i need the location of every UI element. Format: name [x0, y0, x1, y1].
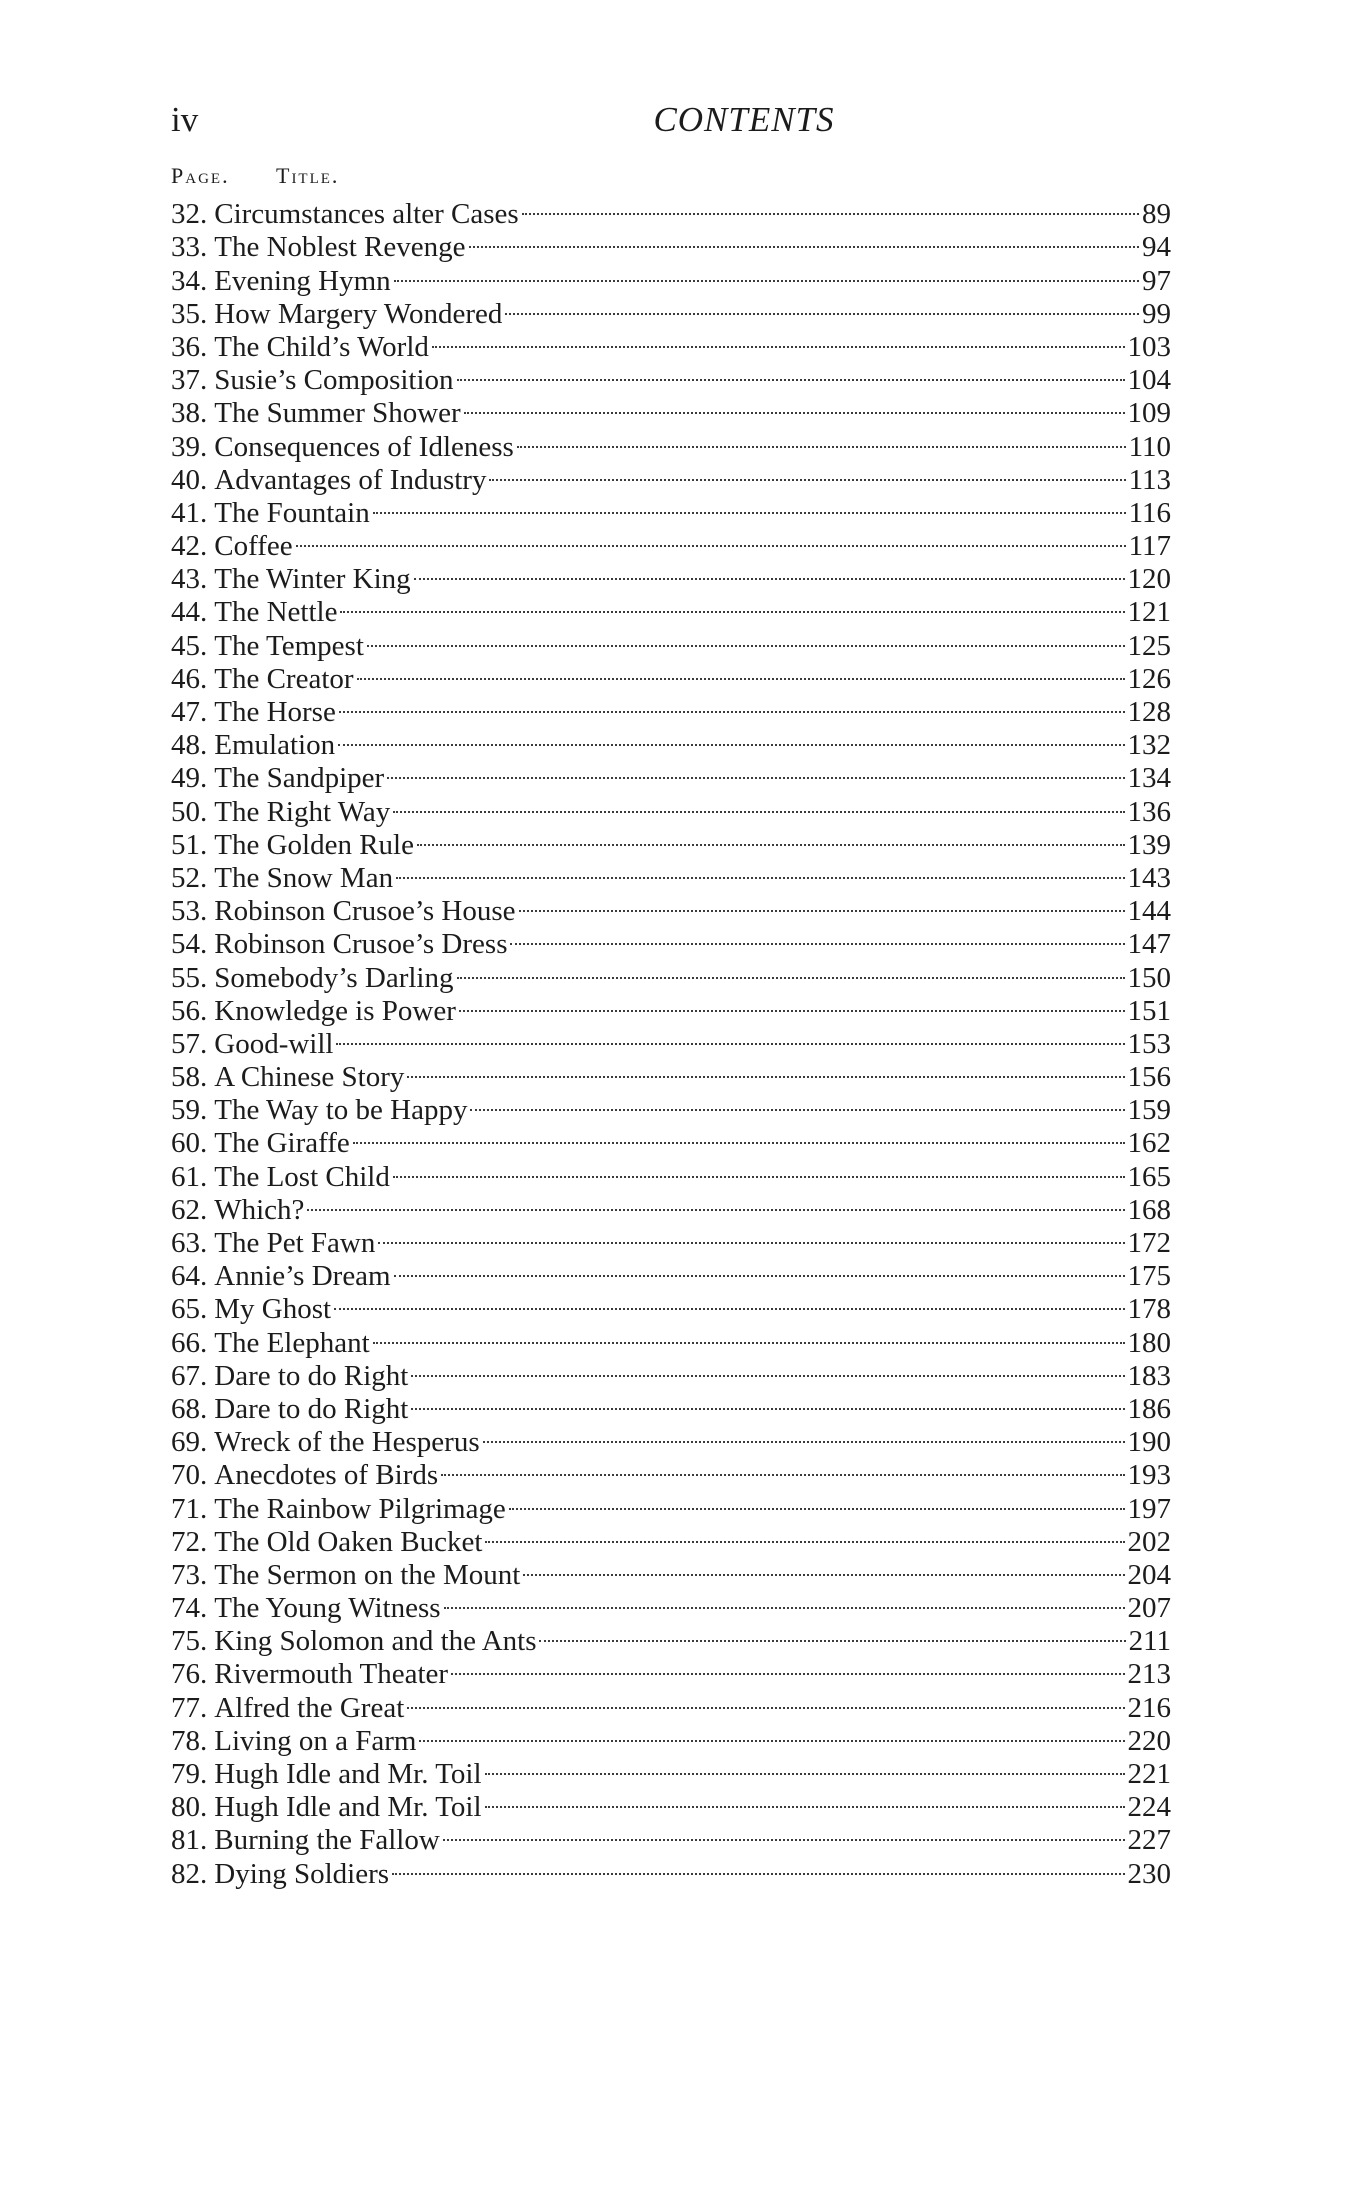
toc-entry-number: 58. — [171, 1061, 208, 1094]
toc-entry-page: 180 — [1127, 1326, 1171, 1359]
toc-entry-title: Emulation — [214, 729, 336, 762]
toc-entry-page: 153 — [1127, 1027, 1171, 1060]
toc-entry — [171, 422, 1171, 463]
dot-leader — [483, 1418, 1125, 1451]
toc-entry-page: 175 — [1127, 1260, 1171, 1293]
toc-entry — [171, 1152, 1171, 1193]
toc-entry-number: 69. — [171, 1426, 208, 1459]
toc-entry-title: Circumstances alter Cases — [214, 198, 519, 231]
toc-entry-page: 227 — [1127, 1824, 1171, 1857]
toc-entry-page: 139 — [1127, 828, 1171, 861]
toc-entry — [171, 588, 1171, 629]
dot-leader — [378, 1219, 1124, 1252]
toc-entry-number: 52. — [171, 861, 208, 894]
toc-entry — [171, 223, 1171, 264]
toc-entry-page: 147 — [1127, 928, 1171, 961]
toc-entry-page: 120 — [1127, 563, 1171, 596]
toc-entry-title: Annie’s Dream — [214, 1260, 391, 1293]
dot-leader — [417, 821, 1125, 854]
toc-entry-page: 113 — [1128, 463, 1171, 496]
toc-entry-page: 207 — [1127, 1592, 1171, 1625]
toc-entry — [171, 754, 1171, 795]
toc-entry — [171, 1783, 1171, 1824]
toc-entry-title: Burning the Fallow — [214, 1824, 440, 1857]
toc-entry — [171, 821, 1171, 861]
toc-entry-number: 75. — [171, 1625, 208, 1658]
toc-entry-number: 53. — [171, 895, 208, 928]
toc-entry — [171, 1385, 1171, 1425]
toc-entry — [171, 1318, 1171, 1359]
toc-entry-title: Robinson Crusoe’s House — [214, 895, 516, 928]
toc-entry-number: 77. — [171, 1691, 208, 1724]
toc-entry-number: 57. — [171, 1027, 208, 1060]
toc-entry — [171, 1849, 1171, 1890]
dot-leader — [393, 787, 1124, 820]
toc-entry-title: The Tempest — [214, 629, 364, 662]
toc-entry-title: The Golden Rule — [214, 828, 414, 861]
toc-entry-title: Robinson Crusoe’s Dress — [214, 928, 508, 961]
toc-entry-page: 159 — [1127, 1094, 1171, 1127]
dot-leader — [411, 1352, 1124, 1385]
dot-leader — [444, 1584, 1125, 1617]
toc-entry — [171, 389, 1171, 430]
toc-entry-number: 66. — [171, 1326, 208, 1359]
toc-entry-number: 44. — [171, 596, 208, 629]
toc-entry-page: 143 — [1127, 861, 1171, 894]
toc-entry — [171, 1816, 1171, 1857]
toc-entry — [171, 1352, 1171, 1392]
toc-entry-page: 110 — [1128, 430, 1171, 463]
toc-entry-number: 74. — [171, 1592, 208, 1625]
toc-entry-title: Rivermouth Theater — [214, 1658, 449, 1691]
toc-entry-page: 126 — [1127, 662, 1171, 695]
toc-entry-title: The Creator — [214, 662, 354, 695]
toc-entry-page: 151 — [1127, 994, 1171, 1027]
toc-entry-number: 33. — [171, 231, 208, 264]
toc-entry-page: 121 — [1127, 596, 1171, 629]
toc-entry-number: 43. — [171, 563, 208, 596]
title-column-header: Title. — [276, 163, 340, 188]
dot-leader — [441, 1451, 1124, 1484]
toc-entry-page: 220 — [1127, 1724, 1171, 1757]
dot-leader — [451, 1650, 1124, 1683]
dot-leader — [443, 1816, 1125, 1849]
toc-entry-number: 62. — [171, 1193, 208, 1226]
toc-entry — [171, 1020, 1171, 1060]
toc-entry — [171, 489, 1171, 529]
toc-entry — [171, 256, 1171, 297]
toc-entry-title: The Right Way — [214, 795, 391, 828]
toc-entry-page: 168 — [1127, 1193, 1171, 1226]
dot-leader — [469, 223, 1139, 256]
toc-entry-title: Knowledge is Power — [214, 994, 456, 1027]
toc-entry-page: 156 — [1127, 1061, 1171, 1094]
toc-entry — [171, 1418, 1171, 1459]
toc-entry — [171, 323, 1171, 363]
toc-entry-title: The Rainbow Pilgrimage — [214, 1492, 506, 1525]
toc-entry — [171, 1650, 1171, 1691]
toc-entry-title: The Way to be Happy — [214, 1094, 468, 1127]
toc-entry-page: 190 — [1127, 1426, 1171, 1459]
toc-entry — [171, 555, 1171, 596]
toc-entry-number: 82. — [171, 1857, 208, 1890]
toc-entry — [171, 1219, 1171, 1259]
toc-entry-page: 211 — [1128, 1625, 1171, 1658]
dot-leader — [394, 256, 1139, 289]
toc-entry-title: The Summer Shower — [214, 397, 461, 430]
toc-entry-title: The Elephant — [214, 1326, 370, 1359]
dot-leader — [340, 588, 1124, 621]
toc-entry-page: 99 — [1142, 297, 1171, 330]
toc-entry-number: 76. — [171, 1658, 208, 1691]
dot-leader — [457, 356, 1125, 389]
dot-leader — [485, 1783, 1125, 1816]
toc-entry-title: The Winter King — [214, 563, 411, 596]
toc-entry — [171, 1518, 1171, 1558]
toc-entry — [171, 1750, 1171, 1790]
toc-entry-number: 64. — [171, 1260, 208, 1293]
toc-entry-page: 221 — [1127, 1758, 1171, 1790]
column-headers — [171, 160, 1171, 192]
toc-entry-number: 56. — [171, 994, 208, 1027]
dot-leader — [373, 489, 1126, 522]
dot-leader — [373, 1318, 1125, 1351]
toc-entry-number: 73. — [171, 1558, 208, 1591]
dot-leader — [334, 1285, 1124, 1318]
dot-leader — [539, 1617, 1125, 1650]
toc-entry-number: 78. — [171, 1724, 208, 1757]
toc-entry — [171, 621, 1171, 662]
toc-entry — [171, 688, 1171, 728]
toc-entry-title: The Noblest Revenge — [214, 231, 466, 264]
toc-entry-number: 51. — [171, 828, 208, 861]
page-column-header: Page. — [171, 163, 230, 188]
toc-entry-page: 162 — [1127, 1127, 1171, 1160]
toc-entry-number: 36. — [171, 330, 208, 363]
dot-leader — [353, 1119, 1125, 1152]
toc-entry-number: 72. — [171, 1525, 208, 1558]
toc-entry-title: Good-will — [214, 1027, 334, 1060]
toc-entry — [171, 456, 1171, 496]
page-number: iv — [171, 100, 199, 139]
toc-entry-number: 67. — [171, 1359, 208, 1392]
running-head — [171, 96, 1171, 144]
toc-entry-number: 79. — [171, 1758, 208, 1790]
toc-entry-title: Anecdotes of Birds — [214, 1459, 439, 1492]
page-title: CONTENTS — [653, 100, 835, 139]
toc-entry-page: 230 — [1127, 1857, 1171, 1890]
toc-entry — [171, 920, 1171, 961]
toc-entry-number: 60. — [171, 1127, 208, 1160]
toc-entry-number: 71. — [171, 1492, 208, 1525]
dot-leader — [387, 754, 1124, 787]
toc-entry — [171, 1186, 1171, 1226]
toc-entry — [171, 655, 1171, 695]
toc-entry-number: 47. — [171, 696, 208, 728]
toc-entry-title: Alfred the Great — [214, 1691, 405, 1724]
toc-entry — [171, 1717, 1171, 1757]
toc-entry-page: 224 — [1127, 1791, 1171, 1824]
toc-entry-number: 41. — [171, 496, 208, 529]
toc-entry-page: 117 — [1128, 530, 1171, 563]
toc-entry-title: The Snow Man — [214, 861, 394, 894]
toc-entry-page: 144 — [1127, 895, 1171, 928]
toc-entry-title: The Young Witness — [214, 1592, 441, 1625]
toc-entry-title: The Horse — [214, 696, 336, 728]
toc-entry — [171, 953, 1171, 994]
toc-entry-page: 125 — [1127, 629, 1171, 662]
dot-leader — [307, 1186, 1124, 1219]
toc-entry-title: Somebody’s Darling — [214, 961, 454, 994]
toc-entry-title: Dare to do Right — [214, 1359, 409, 1392]
toc-entry-title: Dare to do Right — [214, 1392, 409, 1425]
toc-entry-title: Dying Soldiers — [214, 1857, 390, 1890]
toc-entry-number: 54. — [171, 928, 208, 961]
toc-entry-number: 37. — [171, 364, 208, 397]
dot-leader — [411, 1385, 1124, 1418]
toc-entry-title: Evening Hymn — [214, 264, 391, 297]
dot-leader — [414, 555, 1125, 588]
toc-entry-page: 197 — [1127, 1492, 1171, 1525]
dot-leader — [338, 721, 1124, 754]
toc-entry-number: 61. — [171, 1160, 208, 1193]
toc-entry-title: Coffee — [214, 530, 293, 563]
toc-entry-page: 109 — [1127, 397, 1171, 430]
toc-entry-title: The Sermon on the Mount — [214, 1558, 521, 1591]
toc-entry-title: Living on a Farm — [214, 1724, 417, 1757]
toc-entry-title: The Fountain — [214, 496, 370, 529]
toc-entry-number: 40. — [171, 463, 208, 496]
dot-leader — [419, 1717, 1124, 1750]
toc-entry-title: King Solomon and the Ants — [214, 1625, 537, 1658]
toc-entry-title: The Pet Fawn — [214, 1227, 376, 1259]
dot-leader — [407, 1053, 1124, 1086]
toc-entry-page: 134 — [1127, 762, 1171, 795]
toc-entry-number: 32. — [171, 198, 208, 231]
dot-leader — [519, 887, 1125, 920]
toc-entry-number: 42. — [171, 530, 208, 563]
dot-leader — [509, 1484, 1125, 1517]
dot-leader — [522, 190, 1139, 223]
toc-entry-number: 55. — [171, 961, 208, 994]
toc-entry-number: 35. — [171, 297, 208, 330]
toc-entry-number: 80. — [171, 1791, 208, 1824]
dot-leader — [510, 920, 1124, 953]
toc-entry-title: The Sandpiper — [214, 762, 385, 795]
toc-entry-page: 213 — [1127, 1658, 1171, 1691]
dot-leader — [470, 1086, 1124, 1119]
dot-leader — [396, 854, 1124, 887]
dot-leader — [336, 1020, 1124, 1053]
toc-entry-number: 45. — [171, 629, 208, 662]
toc-entry — [171, 1285, 1171, 1326]
toc-entry-page: 165 — [1127, 1160, 1171, 1193]
toc-entry-title: The Old Oaken Bucket — [214, 1525, 483, 1558]
toc-entry — [171, 1584, 1171, 1625]
dot-leader — [432, 323, 1125, 356]
dot-leader — [517, 422, 1126, 455]
toc-entry-page: 150 — [1127, 961, 1171, 994]
toc-entry-number: 38. — [171, 397, 208, 430]
dot-leader — [489, 456, 1125, 489]
toc-entry-number: 65. — [171, 1293, 208, 1326]
toc-entry-number: 49. — [171, 762, 208, 795]
toc-entry-number: 34. — [171, 264, 208, 297]
toc-entry-title: Susie’s Composition — [214, 364, 454, 397]
toc-entry-page: 128 — [1127, 696, 1171, 728]
dot-leader — [339, 688, 1125, 721]
dot-leader — [523, 1551, 1124, 1584]
toc-entry-number: 48. — [171, 729, 208, 762]
toc-entry — [171, 1484, 1171, 1525]
toc-entry-page: 94 — [1142, 231, 1171, 264]
dot-leader — [505, 290, 1139, 323]
toc-entry-title: Hugh Idle and Mr. Toil — [214, 1758, 482, 1790]
toc-entry-page: 186 — [1127, 1392, 1171, 1425]
dot-leader — [357, 655, 1125, 688]
toc-entry-number: 59. — [171, 1094, 208, 1127]
toc-entry-title: A Chinese Story — [214, 1061, 405, 1094]
dot-leader — [392, 1849, 1124, 1882]
toc-entry-number: 68. — [171, 1392, 208, 1425]
toc-entry-page: 89 — [1142, 198, 1171, 231]
toc-entry-page: 103 — [1127, 330, 1171, 363]
dot-leader — [367, 621, 1125, 654]
toc-entry — [171, 854, 1171, 894]
toc-entry-title: Which? — [214, 1193, 305, 1226]
toc-entry-title: My Ghost — [214, 1293, 332, 1326]
toc-entry-title: How Margery Wondered — [214, 297, 503, 330]
toc-entry-title: Advantages of Industry — [214, 463, 487, 496]
toc-entry-page: 104 — [1127, 364, 1171, 397]
dot-leader — [407, 1683, 1124, 1716]
toc-entry-title: The Nettle — [214, 596, 338, 629]
toc-entry-title: Hugh Idle and Mr. Toil — [214, 1791, 482, 1824]
toc-entry-page: 178 — [1127, 1293, 1171, 1326]
toc-entry-number: 70. — [171, 1459, 208, 1492]
dot-leader — [464, 389, 1125, 422]
toc-entry-number: 81. — [171, 1824, 208, 1857]
toc-entry — [171, 1551, 1171, 1591]
toc-entry — [171, 721, 1171, 762]
toc-entry — [171, 1086, 1171, 1127]
toc-entry-title: Wreck of the Hesperus — [214, 1426, 480, 1459]
dot-leader — [393, 1152, 1125, 1185]
toc-entry — [171, 787, 1171, 828]
toc-entry-page: 193 — [1127, 1459, 1171, 1492]
toc-entry-title: The Child’s World — [214, 330, 429, 363]
table-of-contents — [171, 190, 1171, 1890]
toc-entry — [171, 1683, 1171, 1724]
toc-entry-number: 39. — [171, 430, 208, 463]
toc-entry-page: 216 — [1127, 1691, 1171, 1724]
dot-leader — [485, 1750, 1125, 1783]
toc-entry-title: The Lost Child — [214, 1160, 390, 1193]
toc-entry-page: 97 — [1142, 264, 1171, 297]
toc-entry — [171, 356, 1171, 397]
toc-entry-page: 136 — [1127, 795, 1171, 828]
toc-entry — [171, 1617, 1171, 1658]
toc-entry — [171, 1252, 1171, 1293]
toc-entry — [171, 290, 1171, 330]
toc-entry-title: Consequences of Idleness — [214, 430, 514, 463]
toc-entry-page: 183 — [1127, 1359, 1171, 1392]
toc-entry-number: 63. — [171, 1227, 208, 1259]
dot-leader — [394, 1252, 1125, 1285]
toc-entry — [171, 887, 1171, 928]
toc-entry — [171, 522, 1171, 563]
toc-entry-page: 204 — [1127, 1558, 1171, 1591]
toc-entry-page: 172 — [1127, 1227, 1171, 1259]
dot-leader — [296, 522, 1126, 555]
dot-leader — [457, 953, 1125, 986]
dot-leader — [485, 1518, 1124, 1551]
toc-entry — [171, 190, 1171, 231]
toc-entry — [171, 1119, 1171, 1160]
toc-entry — [171, 1053, 1171, 1094]
toc-entry-page: 202 — [1127, 1525, 1171, 1558]
dot-leader — [459, 987, 1125, 1020]
toc-entry — [171, 987, 1171, 1027]
toc-entry-number: 46. — [171, 662, 208, 695]
toc-entry-number: 50. — [171, 795, 208, 828]
toc-entry — [171, 1451, 1171, 1492]
toc-entry-title: The Giraffe — [214, 1127, 350, 1160]
toc-entry-page: 132 — [1127, 729, 1171, 762]
toc-entry-page: 116 — [1128, 496, 1171, 529]
